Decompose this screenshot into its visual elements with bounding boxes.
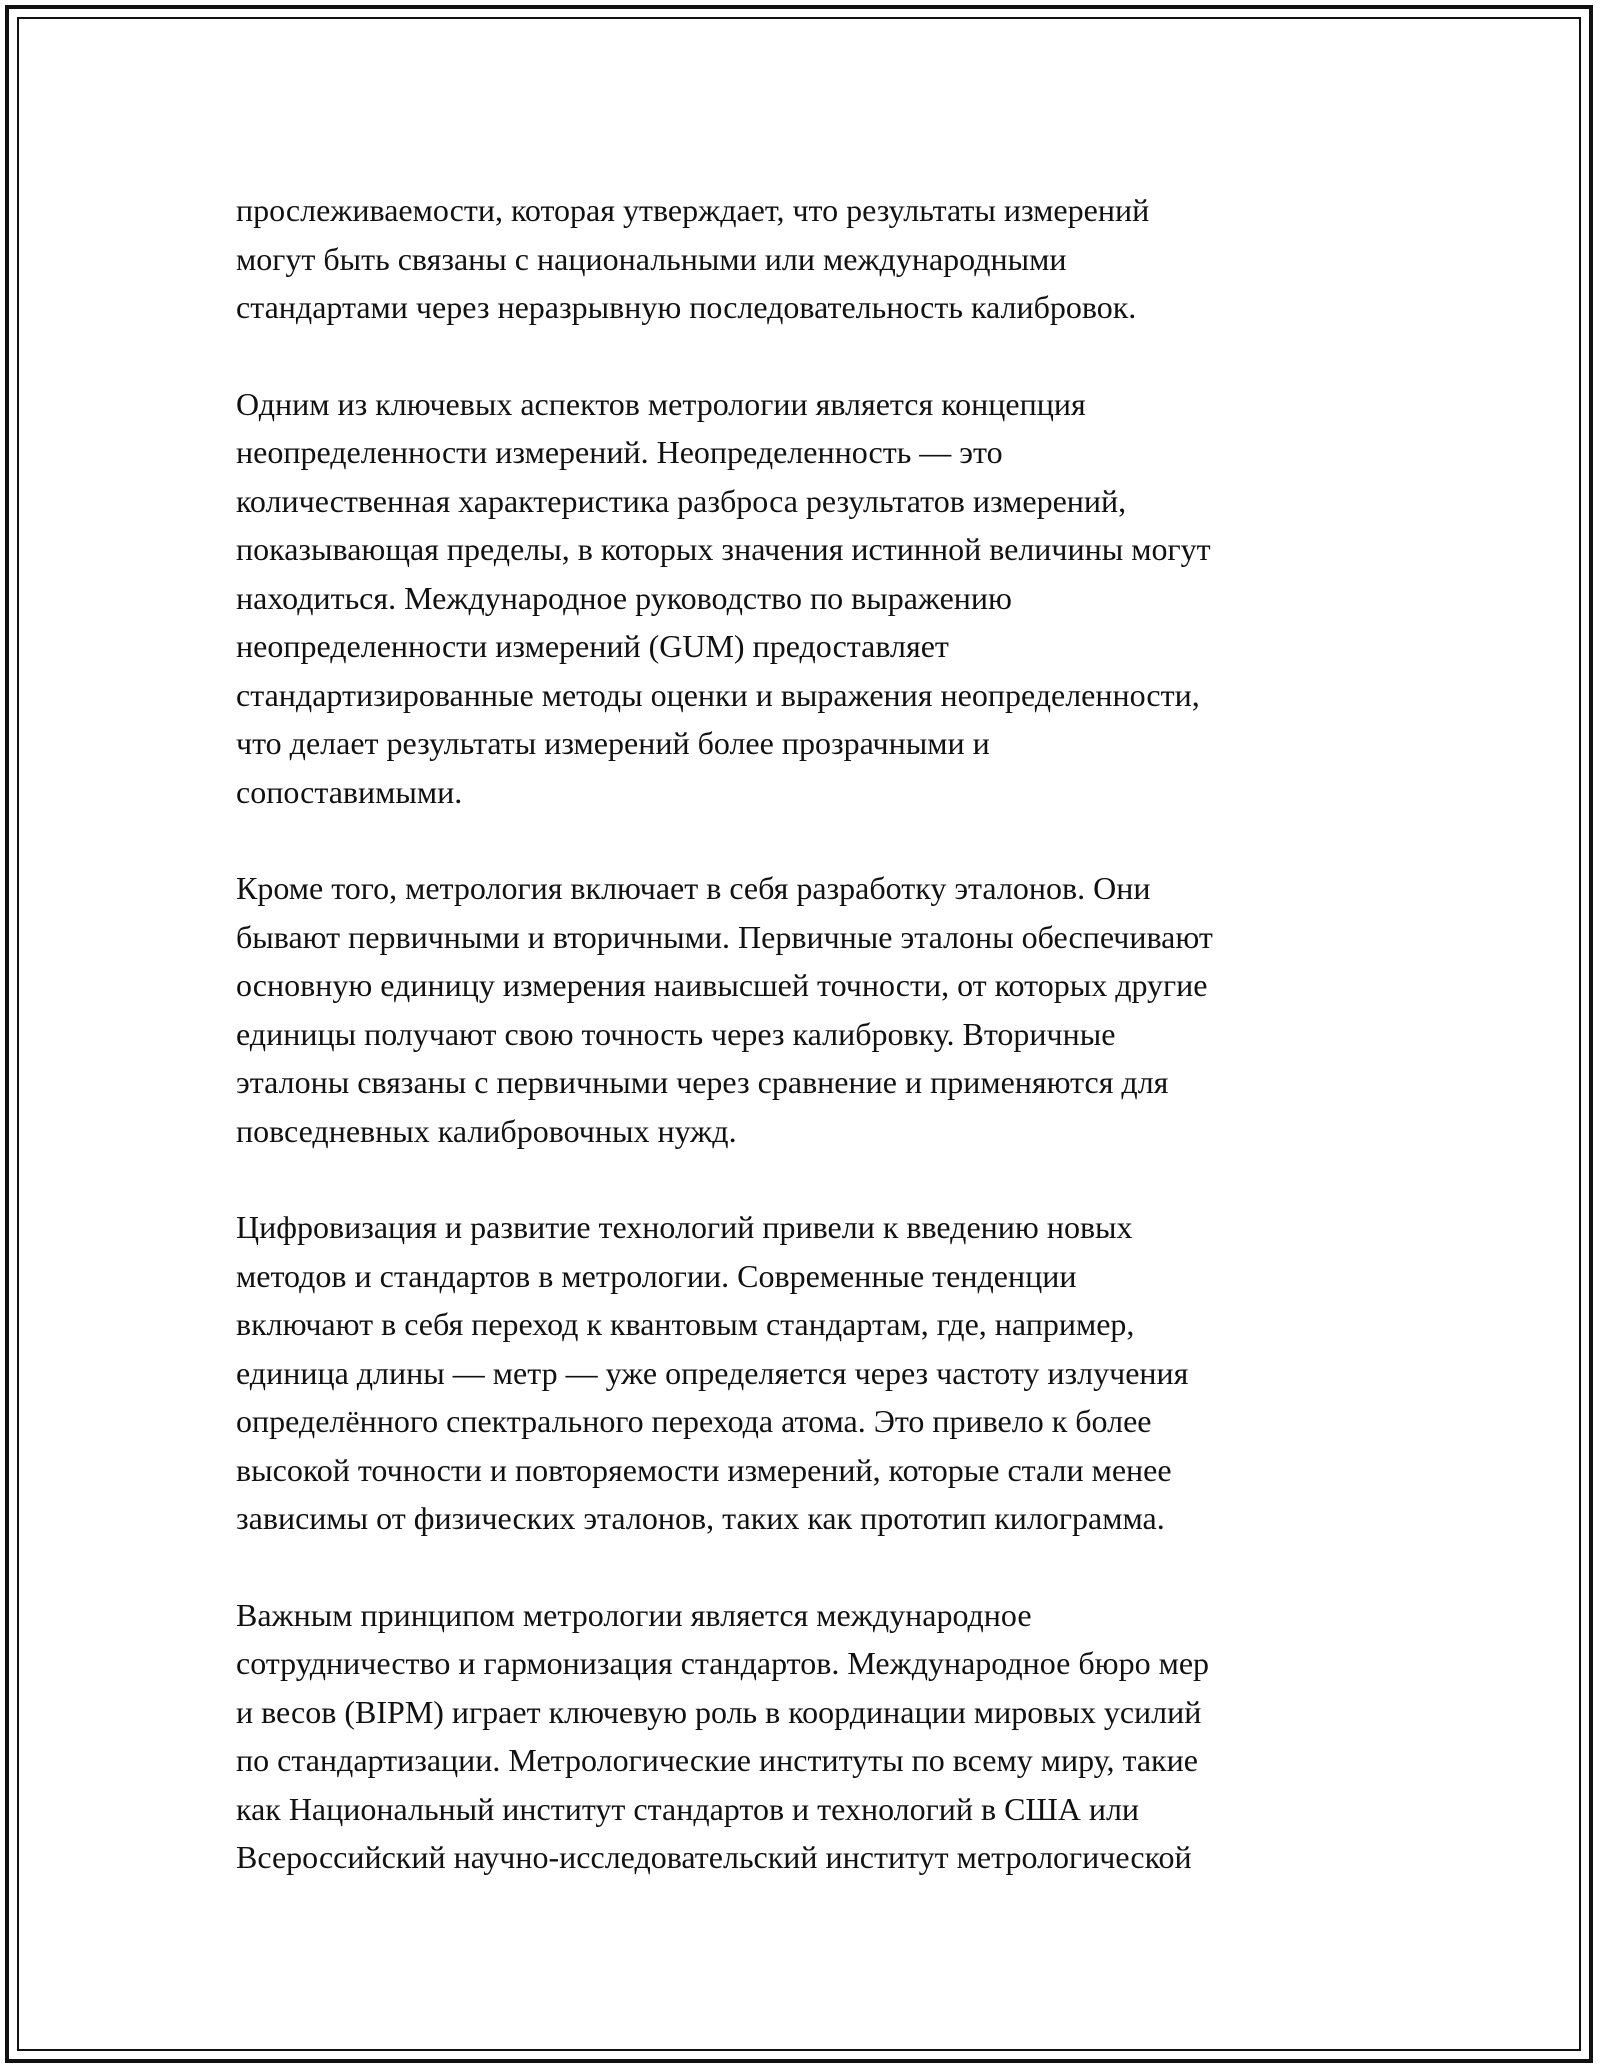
text-line: определённого спектрального перехода атома. Это привело к более (236, 1403, 1152, 1439)
text-line: повседневных калибровочных нужд. (236, 1112, 737, 1149)
paragraph-3 (236, 864, 1366, 1155)
text-line: стандартами через неразрывную последовательность калибровок. (236, 289, 1137, 325)
text-line: по стандартизации. Метрологические институты по всему миру, такие (236, 1742, 1198, 1778)
text-line: основную единицу измерения наивысшей точности, от которых другие (236, 967, 1208, 1003)
text-line: как Национальный институт стандартов и технологий в США или (236, 1790, 1140, 1827)
text-line: что делает результаты измерений более прозрачными и (236, 725, 990, 761)
paragraph-2 (236, 380, 1366, 817)
text-line: Важным принципом метрологии является международное (236, 1596, 1032, 1633)
text-line: неопределенности измерений (GUM) предоставляет (236, 628, 949, 664)
text-line: сотрудничество и гармонизация стандартов. Международное бюро мер (236, 1645, 1210, 1681)
text-line: бывают первичными и вторичными. Первичные эталоны обеспечивают (236, 918, 1213, 955)
paragraph-1 (236, 186, 1366, 332)
text-line: Кроме того, метрология включает в себя разработку эталонов. Они (236, 870, 1151, 906)
paragraph-5 (236, 1591, 1366, 1882)
text-line: Одним из ключевых аспектов метрологии является концепция (236, 385, 1086, 422)
document-body (236, 186, 1366, 1930)
paragraph-4 (236, 1203, 1366, 1543)
text-line: эталоны связаны с первичными через сравнение и применяются для (236, 1064, 1169, 1100)
text-line: методов и стандартов в метрологии. Современные тенденции (236, 1257, 1077, 1294)
text-line: прослеживаемости, которая утверждает, что результаты измерений (236, 192, 1150, 228)
text-line: могут быть связаны с национальными или международными (236, 240, 1067, 277)
text-line: зависимы от физических эталонов, таких как прототип килограмма. (236, 1500, 1165, 1536)
text-line: неопределенности измерений. Неопределенность — это (236, 434, 1003, 470)
text-line: высокой точности и повторяемости измерений, которые стали менее (236, 1451, 1172, 1488)
text-line: Всероссийский научно-исследовательский институт метрологической (236, 1839, 1192, 1875)
text-line: стандартизированные методы оценки и выражения неопределенности, (236, 676, 1200, 713)
text-line: показывающая пределы, в которых значения истинной величины могут (236, 531, 1211, 567)
text-line: включают в себя переход к квантовым стандартам, где, например, (236, 1306, 1135, 1342)
text-line: и весов (BIPM) играет ключевую роль в координации мировых усилий (236, 1693, 1202, 1730)
text-line: находиться. Международное руководство по выражению (236, 579, 1012, 616)
text-line: количественная характеристика разброса результатов измерений, (236, 482, 1127, 519)
text-line: Цифровизация и развитие технологий привели к введению новых (236, 1209, 1133, 1245)
text-line: сопоставимыми. (236, 773, 463, 810)
text-line: единица длины — метр — уже определяется через частоту излучения (236, 1354, 1189, 1391)
text-line: единицы получают свою точность через калибровку. Вторичные (236, 1015, 1116, 1052)
